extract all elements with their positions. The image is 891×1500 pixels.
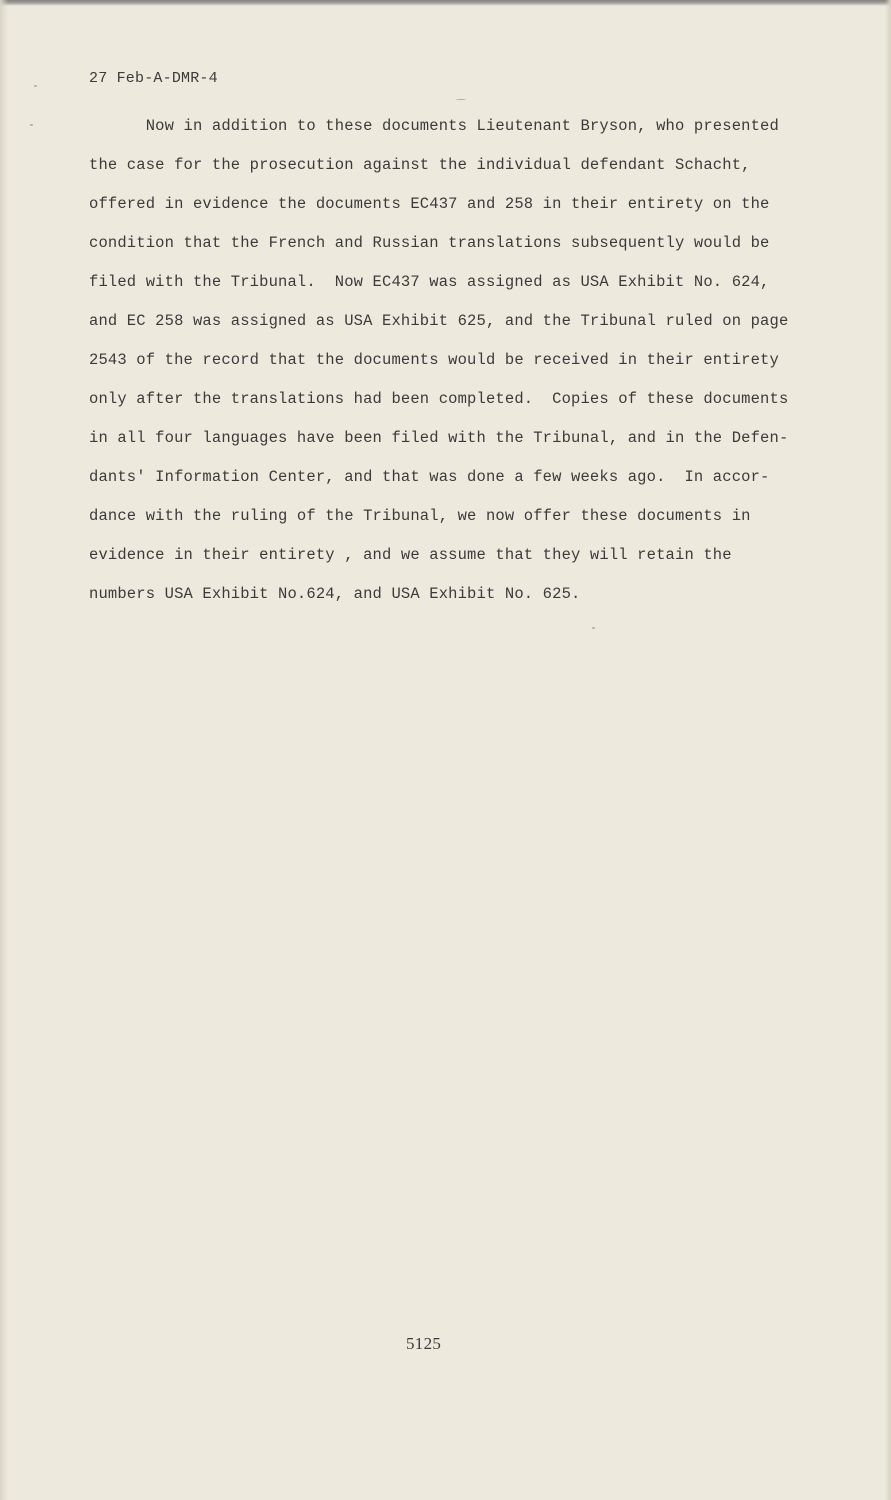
text-line: only after the translations had been completed. Copies of these documents (89, 390, 789, 408)
text-line: Now in addition to these documents Lieutenant Bryson, who presented (89, 117, 779, 135)
page-top-edge (0, 0, 891, 6)
text-line: 2543 of the record that the documents would be received in their entirety (89, 351, 779, 369)
page-right-edge (885, 0, 891, 1500)
paper-speck (30, 124, 33, 126)
text-line: numbers USA Exhibit No.624, and USA Exhibit No. 625. (89, 585, 581, 603)
text-line: dance with the ruling of the Tribunal, we now offer these documents in (89, 507, 751, 525)
text-line: offered in evidence the documents EC437 and 258 in their entirety on the (89, 195, 770, 213)
paper-speck (456, 99, 466, 100)
text-line: condition that the French and Russian translations subsequently would be (89, 234, 770, 252)
page-number: 5125 (406, 1334, 442, 1353)
page-reference: 27 Feb-A-DMR-4 (89, 70, 218, 87)
page-left-edge (0, 0, 8, 1500)
text-line: and EC 258 was assigned as USA Exhibit 625, and the Tribunal ruled on page (89, 312, 789, 330)
text-line: in all four languages have been filed with the Tribunal, and in the Defen- (89, 429, 789, 447)
paper-speck (34, 85, 37, 87)
text-line: dants' Information Center, and that was done a few weeks ago. In accor- (89, 468, 770, 486)
text-line: evidence in their entirety , and we assume that they will retain the (89, 546, 732, 564)
text-line: the case for the prosecution against the individual defendant Schacht, (89, 156, 751, 174)
text-line: filed with the Tribunal. Now EC437 was assigned as USA Exhibit No. 624, (89, 273, 770, 291)
body-paragraph (89, 107, 809, 614)
paper-speck (592, 627, 595, 629)
